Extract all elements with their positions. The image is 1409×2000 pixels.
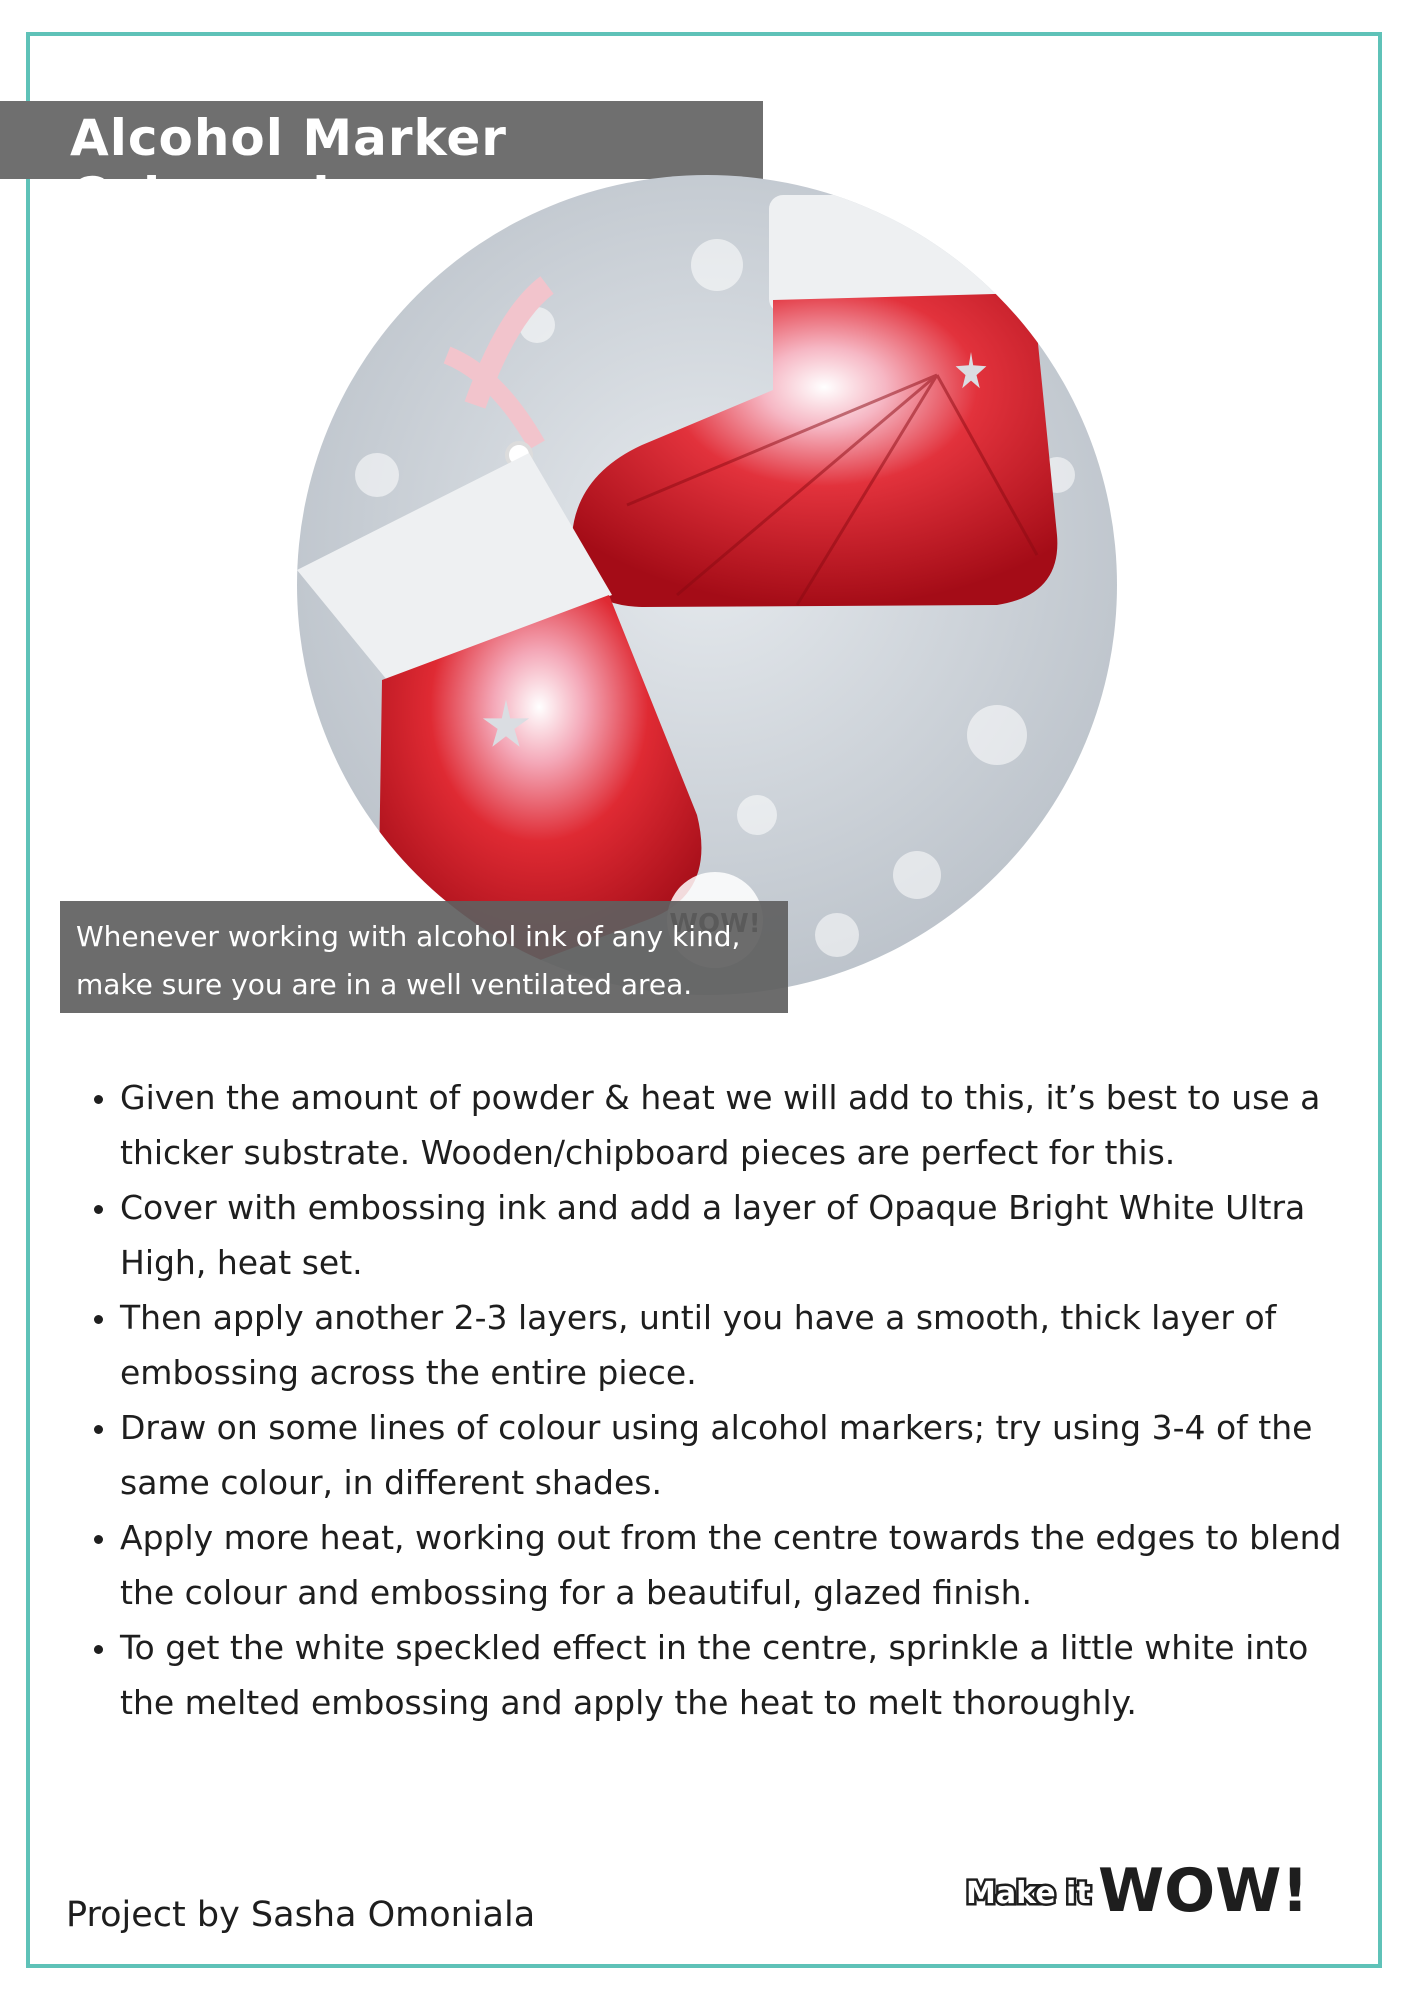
safety-note [60, 901, 788, 1013]
list-item-line: Apply more heat, working out from the centre towards the edges to blend [120, 1518, 1342, 1557]
logo-big-text: WOW! [1098, 1856, 1309, 1926]
list-item-line: Cover with embossing ink and add a layer of Opaque Bright White Ultra [120, 1188, 1306, 1227]
list-item-line: embossing across the entire piece. [120, 1353, 697, 1392]
list-item [120, 1400, 1380, 1510]
make-it-wow-logo [966, 1845, 1309, 1926]
instruction-list [90, 1070, 1380, 1730]
list-item [120, 1290, 1380, 1400]
list-item-line: thicker substrate. Wooden/chipboard pieces are perfect for this. [120, 1133, 1176, 1172]
safety-note-line-1: Whenever working with alcohol ink of any kind, [76, 920, 741, 953]
title-banner [0, 101, 763, 225]
list-item-line: same colour, in different shades. [120, 1463, 662, 1502]
project-byline: Project by Sasha Omoniala [66, 1895, 536, 1935]
list-item-line: the melted embossing and apply the heat to melt thoroughly. [120, 1683, 1137, 1722]
list-item-line: High, heat set. [120, 1243, 363, 1282]
list-item [120, 1620, 1380, 1730]
list-item [120, 1070, 1380, 1180]
stockings-photo [297, 175, 1117, 995]
page-title: Alcohol Marker Coloured [70, 109, 507, 225]
list-item-line: Draw on some lines of colour using alcohol markers; try using 3-4 of the [120, 1408, 1313, 1447]
list-item [120, 1510, 1380, 1620]
list-item-line: Given the amount of powder & heat we will add to this, it’s best to use a [120, 1078, 1321, 1117]
list-item [120, 1180, 1380, 1290]
logo-small-text: Make it [966, 1876, 1091, 1911]
safety-note-line-2: make sure you are in a well ventilated area. [76, 968, 693, 1001]
list-item-line: To get the white speckled effect in the centre, sprinkle a little white into [120, 1628, 1309, 1667]
list-item-line: Then apply another 2-3 layers, until you have a smooth, thick layer of [120, 1298, 1277, 1337]
list-item-line: the colour and embossing for a beautiful, glazed finish. [120, 1573, 1032, 1612]
